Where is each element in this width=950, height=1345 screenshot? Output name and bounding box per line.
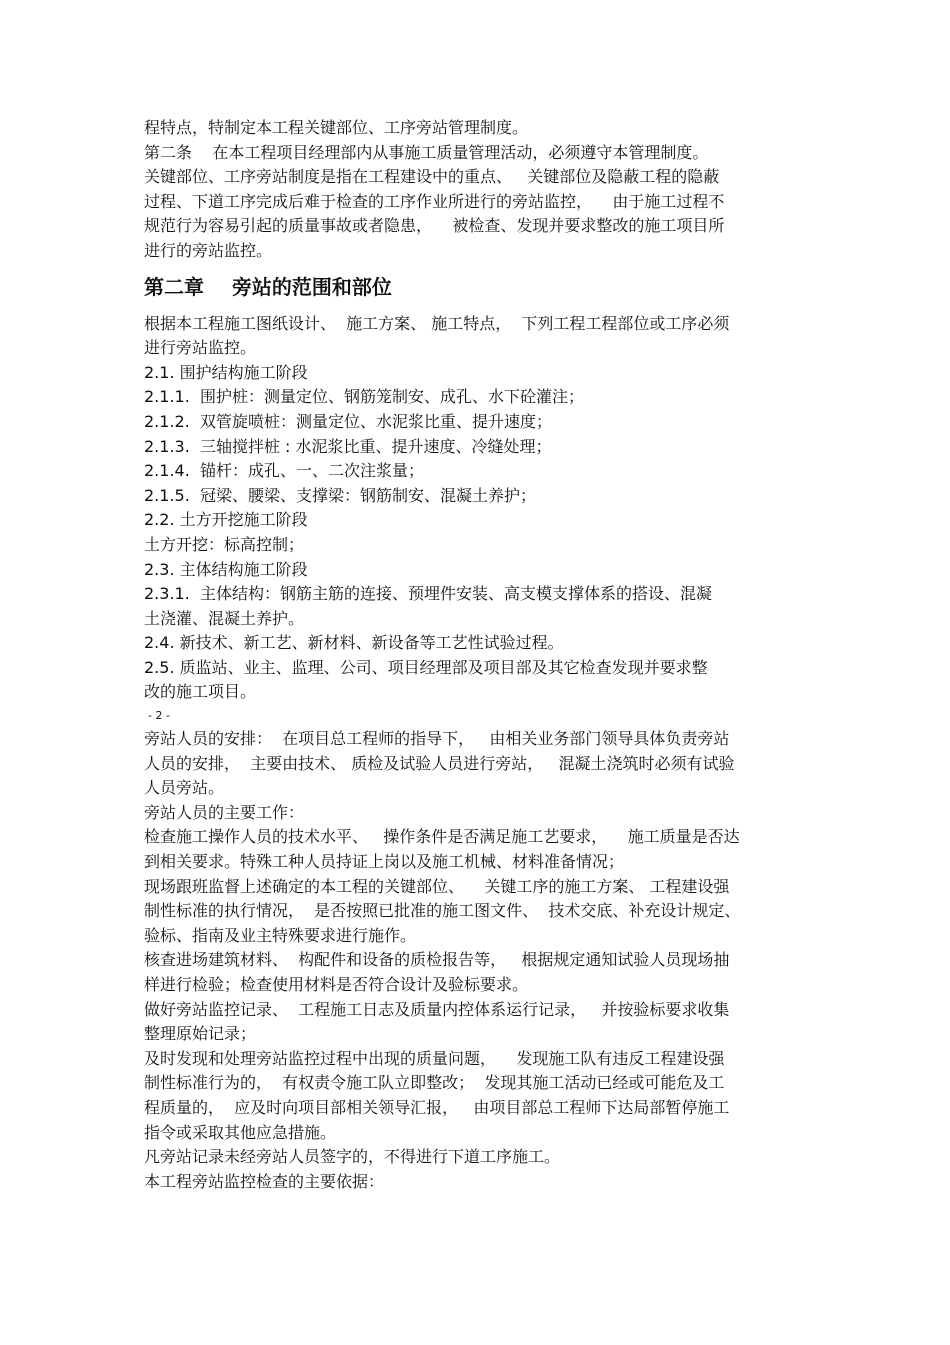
text-line: 制性标准行为的， 有权责令施工队立即整改； 发现其施工活动已经或可能危及工 (144, 1073, 725, 1093)
text-line: 凡旁站记录未经旁站人员签字的，不得进行下道工序施工。 (144, 1147, 561, 1167)
text-line: 现场跟班监督上述确定的本工程的关键部位、 关键工序的施工方案、 工程建设强 (144, 876, 730, 896)
text-line: 程质量的， 应及时向项目部相关领导汇报， 由项目部总工程师下达局部暂停施工 (144, 1097, 730, 1117)
text-line: 关键部位、工序旁站制度是指在工程建设中的重点、 关键部位及隐蔽工程的隐蔽 (144, 167, 720, 187)
page-number: - 2 - (148, 709, 170, 723)
text-line: 土方开挖：标高控制； (144, 534, 305, 554)
text-line: 制性标准的执行情况， 是否按照已批准的施工图文件、 技术交底、补充设计规定、 (144, 901, 741, 921)
text-line: 程特点，特制定本工程关键部位、工序旁站管理制度。 (144, 118, 529, 137)
text-line: 2.3. 主体结构施工阶段 (144, 559, 308, 579)
text-line: 指令或采取其他应急措施。 (144, 1122, 337, 1142)
text-line: 2.1.3. 三轴搅拌桩 : 水泥浆比重、提升速度、冷缝处理； (144, 436, 552, 456)
text-line: 检查施工操作人员的技术水平、 操作条件是否满足施工艺要求， 施工质量是否达 (144, 827, 740, 847)
text-line: 改的施工项目。 (144, 682, 257, 702)
text-line: 2.4. 新技术、新工艺、新材料、新设备等工艺性试验过程。 (144, 633, 564, 653)
text-line: 本工程旁站监控检查的主要依据： (144, 1171, 385, 1191)
text-line: 进行的旁站监控。 (144, 240, 273, 260)
document-page (144, 116, 804, 1194)
section-top (144, 116, 804, 264)
text-line: 整理原始记录； (144, 1024, 257, 1044)
section-mid (144, 312, 804, 706)
section-bottom (144, 727, 804, 1194)
text-line: 根据本工程施工图纸设计、 施工方案、 施工特点， 下列工程工程部位或工序必须 (144, 313, 730, 333)
text-line: 旁站人员的安排： 在项目总工程师的指导下， 由相关业务部门领导具体负责旁站 (144, 729, 730, 749)
text-line: 第二条 在本工程项目经理部内从事施工质量管理活动，必须遵守本管理制度。 (144, 142, 709, 162)
text-line: 人员旁站。 (144, 778, 225, 798)
text-line: 2.3.1. 主体结构：钢筋主筋的连接、预埋件安装、高支模支撑体系的搭设、混凝 (144, 584, 712, 604)
text-line: 过程、下道工序完成后难于检查的工序作业所进行的旁站监控， 由于施工过程不 (144, 191, 725, 211)
text-line: 验标、指南及业主特殊要求进行施作。 (144, 925, 417, 945)
text-line: 2.1.1. 围护桩：测量定位、钢筋笼制安、成孔、水下砼灌注； (144, 387, 584, 407)
text-line: 核查进场建筑材料、 构配件和设备的质检报告等， 根据规定通知试验人员现场抽 (144, 950, 730, 970)
text-line: 进行旁站监控。 (144, 338, 257, 358)
text-line: 做好旁站监控记录、 工程施工日志及质量内控体系运行记录， 并按验标要求收集 (144, 999, 730, 1019)
text-line: 2.1.2. 双管旋喷桩：测量定位、水泥浆比重、提升速度； (144, 411, 552, 431)
text-line: 2.5. 质监站、业主、监理、公司、项目经理部及项目部及其它检查发现并要求整 (144, 657, 708, 677)
text-line: 人员的安排， 主要由技术、 质检及试验人员进行旁站， 混凝土浇筑时必须有试验 (144, 753, 735, 773)
text-line: 2.2. 土方开挖施工阶段 (144, 510, 308, 530)
text-line: 2.1.4. 锚杆：成孔、一、二次注浆量； (144, 461, 424, 481)
text-line: 及时发现和处理旁站监控过程中出现的质量问题， 发现施工队有违反工程建设强 (144, 1048, 725, 1068)
text-line: 规范行为容易引起的质量事故或者隐患， 被检查、发现并要求整改的施工项目所 (144, 216, 725, 236)
text-line: 到相关要求。特殊工种人员持证上岗以及施工机械、材料准备情况； (144, 852, 625, 872)
text-line: 样进行检验；检查使用材料是否符合设计及验标要求。 (144, 975, 529, 994)
text-line: 旁站人员的主要工作： (144, 802, 305, 822)
text-line: 土浇灌、混凝土养护。 (144, 608, 305, 628)
chapter-heading: 第二章 旁站的范围和部位 (144, 274, 392, 299)
text-line: 2.1.5. 冠梁、腰梁、支撑梁：钢筋制安、混凝土养护； (144, 485, 536, 505)
text-line: 2.1. 围护结构施工阶段 (144, 362, 308, 382)
